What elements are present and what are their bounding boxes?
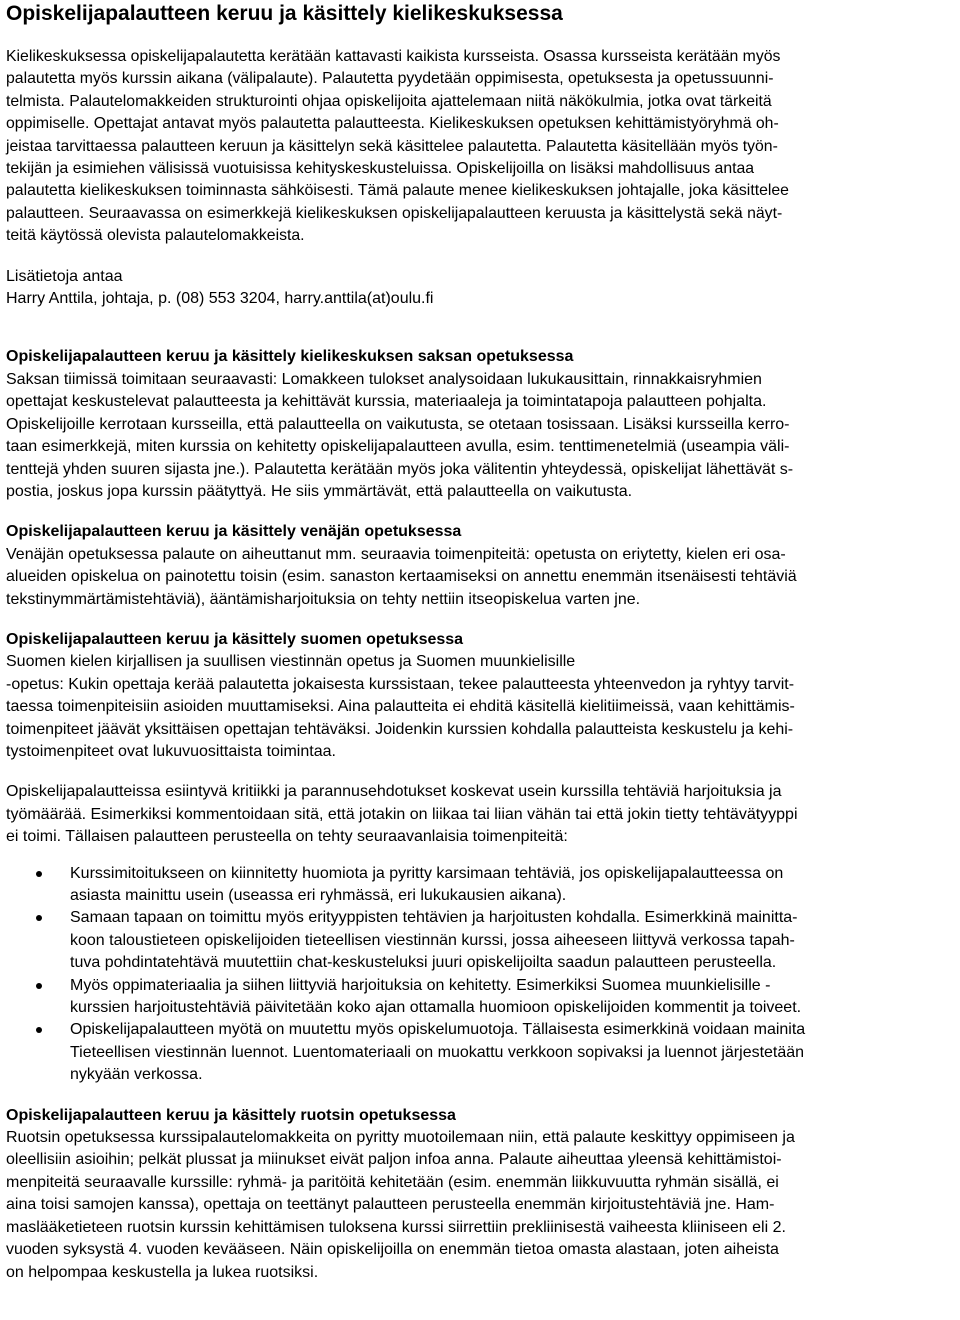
text-line: Venäjän opetuksessa palaute on aiheuttanut mm. seuraavia toimenpiteitä: opetusta on eriytetty, kielen eri osa- [6, 545, 786, 563]
text-line: tystoimenpiteet ovat lukuvuosittaista toimintaa. [6, 742, 336, 760]
text-line: -opetus: Kukin opettaja kerää palautetta jokaisesta kurssistaan, tekee palautteesta yhteenvedon ja ryhtyy tarvit- [6, 675, 795, 693]
text-line: Suomen kielen kirjallisen ja suullisen viestinnän opetus ja Suomen muunkielisille [6, 653, 576, 671]
bullet-icon [36, 983, 42, 989]
list-item [6, 1019, 954, 1086]
text-line: maslääketieteen ruotsin kurssin kehittämisen tuloksena kurssi siirrettiin prekliinisestä vaiheesta kliiniseen eli 2. [6, 1218, 786, 1236]
text-line: Ruotsin opetuksessa kurssipalautelomakkeita on pyritty muotoilemaan niin, että palaute keskittyy oppimiseen ja [6, 1129, 795, 1147]
text-line: palautetta myös kurssin aikana (välipalaute). Palautetta pyydetään oppimisesta, opetuksesta ja opetussuunni- [6, 70, 774, 88]
text-line: ei toimi. Tällaisen palautteen perusteella on tehty seuraavanlaisia toimenpiteitä: [6, 828, 568, 846]
section-finnish [6, 629, 954, 1087]
text-line: nykyään verkossa. [70, 1066, 203, 1084]
text-line: Myös oppimateriaalia ja siihen liittyviä harjoituksia on kehitetty. Esimerkiksi Suomea muunkielisille - [70, 976, 771, 994]
text-line: tekstinymmärtämistehtäviä), ääntämisharjoituksia on tehty nettiin itseopiskelua varten jne. [6, 590, 641, 608]
spacer [6, 310, 954, 328]
text-line: Kielikeskuksessa opiskelijapalautetta kerätään kattavasti kaikista kursseista. Osassa kursseista kerätään myös [6, 48, 781, 65]
text-line: tekijän ja esimiehen välisissä vuotuisissa kehityskeskusteluissa. Opiskelijoilla on lisäksi mahdollisuus antaa [6, 160, 755, 178]
text-line: opettajat keskustelevat palautteesta ja kehittävät kurssia, materiaaleja ja toimintatapoja palautteen pohjalta. [6, 393, 767, 411]
measures-list [6, 863, 954, 1087]
text-line: palautteen. Seuraavassa on esimerkkejä kielikeskuksen opiskelijapalautteen keruusta ja käsittelystä sekä näyt- [6, 204, 783, 222]
text-line: aina toisi samojen kanssa), opettaja on teettänyt palautteen perusteella enemmän kirjoitustehtäviä jne. Ham- [6, 1196, 775, 1214]
text-line: Samaan tapaan on toimittu myös erityyppisten tehtävien ja harjoitusten kohdalla. Esimerkkinä mainitta- [70, 909, 798, 927]
list-item [6, 863, 954, 908]
text-line: telmista. Palautelomakkeiden strukturointi ohjaa opiskelijoita ajattelemaan niitä näkökulmia, jotka ovat tärkeitä [6, 92, 772, 110]
section-swedish [6, 1105, 954, 1284]
text-line: on helpompaa keskustella ja lukea ruotsiksi. [6, 1263, 319, 1281]
text-line: taessa toimenpiteisiin asioiden muuttamiseksi. Aina palautteita ei ehditä käsitellä kielitiimeissä, vaan kehittämis- [6, 698, 795, 716]
text-line: palautetta kielikeskuksen toiminnasta sähköisesti. Tämä palaute menee kielikeskuksen johtajalle, joka käsittelee [6, 182, 789, 200]
section-heading: Opiskelijapalautteen keruu ja käsittely suomen opetuksessa [6, 630, 464, 648]
spacer [6, 763, 954, 781]
text-line: Tieteellisen viestinnän luennot. Luentomateriaali on muokattu verkkoon sopivaksi ja luennot järjestetään [70, 1043, 805, 1061]
document-title: Opiskelijapalautteen keruu ja käsittely kielikeskuksessa [6, 2, 563, 25]
text-line: Opiskelijapalautteissa esiintyvä kritiikki ja parannusehdotukset koskevat usein kurssilla tehtäviä harjoituksia ja [6, 783, 782, 801]
text-line: oleellisiin asioihin; pelkät plussat ja miinukset eivät paljon infoa anna. Palaute aiheuttaa yleensä kehittämistoi- [6, 1151, 782, 1169]
text-line: tenttejä yhden suuren sijasta jne.). Palautetta kerätään myös joka välitentin yhteydessä, opiskelijat lähettävät s- [6, 460, 794, 478]
bullet-icon [36, 871, 42, 877]
text-line: teitä käytössä olevista palautelomakkeista. [6, 227, 305, 245]
text-line: oppimiselle. Opettajat antavat myös palautetta palautteesta. Kielikeskuksen opetuksen kehittämistyöryhmä oh- [6, 115, 779, 133]
section-heading: Opiskelijapalautteen keruu ja käsittely venäjän opetuksessa [6, 523, 462, 541]
text-line: jeistaa tarvittaessa palautteen keruun ja käsittelyn sekä käsittelee palautetta. Palautetta käsitellään myös työn- [6, 137, 778, 155]
text-line: alueiden opiskelua on painotettu toisin (esim. sanaston kertaamiseksi on annettu enemmän itsenäisesti tehtäviä [6, 568, 797, 586]
contact-label: Lisätietoja antaa [6, 267, 123, 285]
list-item [6, 975, 954, 1020]
text-line: Opiskelijoille kerrotaan kursseilla, että palautteella on vaikutusta, se otetaan tosissaan. Lisäksi kursseilla kerro- [6, 415, 790, 433]
bullet-icon [36, 1027, 42, 1033]
text-line: postia, joskus jopa kurssin päätyttyä. He siis ymmärtävät, että palautteella on vaikutusta. [6, 482, 633, 500]
text-line: asiasta mainittu usein (useassa eri ryhmässä, eri lukukausien aikana). [70, 887, 567, 904]
text-line: Opiskelijapalautteen myötä on muutettu myös opiskelumuotoja. Tällaisesta esimerkkinä voidaan mainita [70, 1021, 806, 1039]
text-line: Saksan tiimissä toimitaan seuraavasti: Lomakkeen tulokset analysoidaan lukukausittain, rinnakkaisryhmien [6, 370, 762, 388]
text-line: Kurssimitoitukseen on kiinnitetty huomiota ja pyritty karsimaan tehtäviä, jos opiskelijapalautteessa on [70, 864, 784, 882]
spacer [6, 248, 954, 266]
text-line: tuva pohdintatehtävä muutettiin chat-keskusteluksi juuri opiskelijoilta saadun palautteen perusteella. [70, 954, 777, 972]
text-line: vuoden syksystä 4. vuoden kevääseen. Näin opiskelijoilla on enemmän tietoa omasta alastaan, joten aiheista [6, 1241, 779, 1259]
intro-paragraph [6, 46, 954, 248]
text-line: kurssien harjoitustehtäviä päivitetään koko ajan ottamalla huomioon opiskelijoiden kommentit ja toiveet. [70, 999, 802, 1017]
section-german [6, 346, 954, 503]
list-item [6, 907, 954, 974]
section-russian [6, 521, 954, 611]
text-line: koon taloustieteen opiskelijoiden tieteellisen viestinnän kurssi, jossa aiheeseen liittyvä verkossa tapah- [70, 931, 795, 949]
text-line: taan esimerkkejä, miten kurssia on kehitetty opiskelijapalautteen avulla, esim. tenttimenetelmiä (useampia väli- [6, 438, 790, 456]
text-line: menpiteitä seuraavalle kurssille: ryhmä- ja paritöitä kehitetään (esim. enemmän liikkuvuutta ryhmän sisällä, ei [6, 1173, 779, 1191]
contact-details: Harry Anttila, johtaja, p. (08) 553 3204, harry.anttila(at)oulu.fi [6, 290, 434, 308]
text-line: toimenpiteet jäävät yksittäisen opettajan tehtäväksi. Joidenkin kurssien kohdalla palautteista keskustelu ja kehi- [6, 720, 794, 738]
text-line: työmäärää. Esimerkiksi kommentoidaan sitä, että jotakin on liikaa tai liian vähän tai että jokin tietty tehtävätyyppi [6, 805, 798, 823]
bullet-icon [36, 915, 42, 921]
contact-block [6, 266, 954, 311]
section-heading: Opiskelijapalautteen keruu ja käsittely ruotsin opetuksessa [6, 1106, 456, 1124]
section-heading: Opiskelijapalautteen keruu ja käsittely kielikeskuksen saksan opetuksessa [6, 348, 574, 366]
